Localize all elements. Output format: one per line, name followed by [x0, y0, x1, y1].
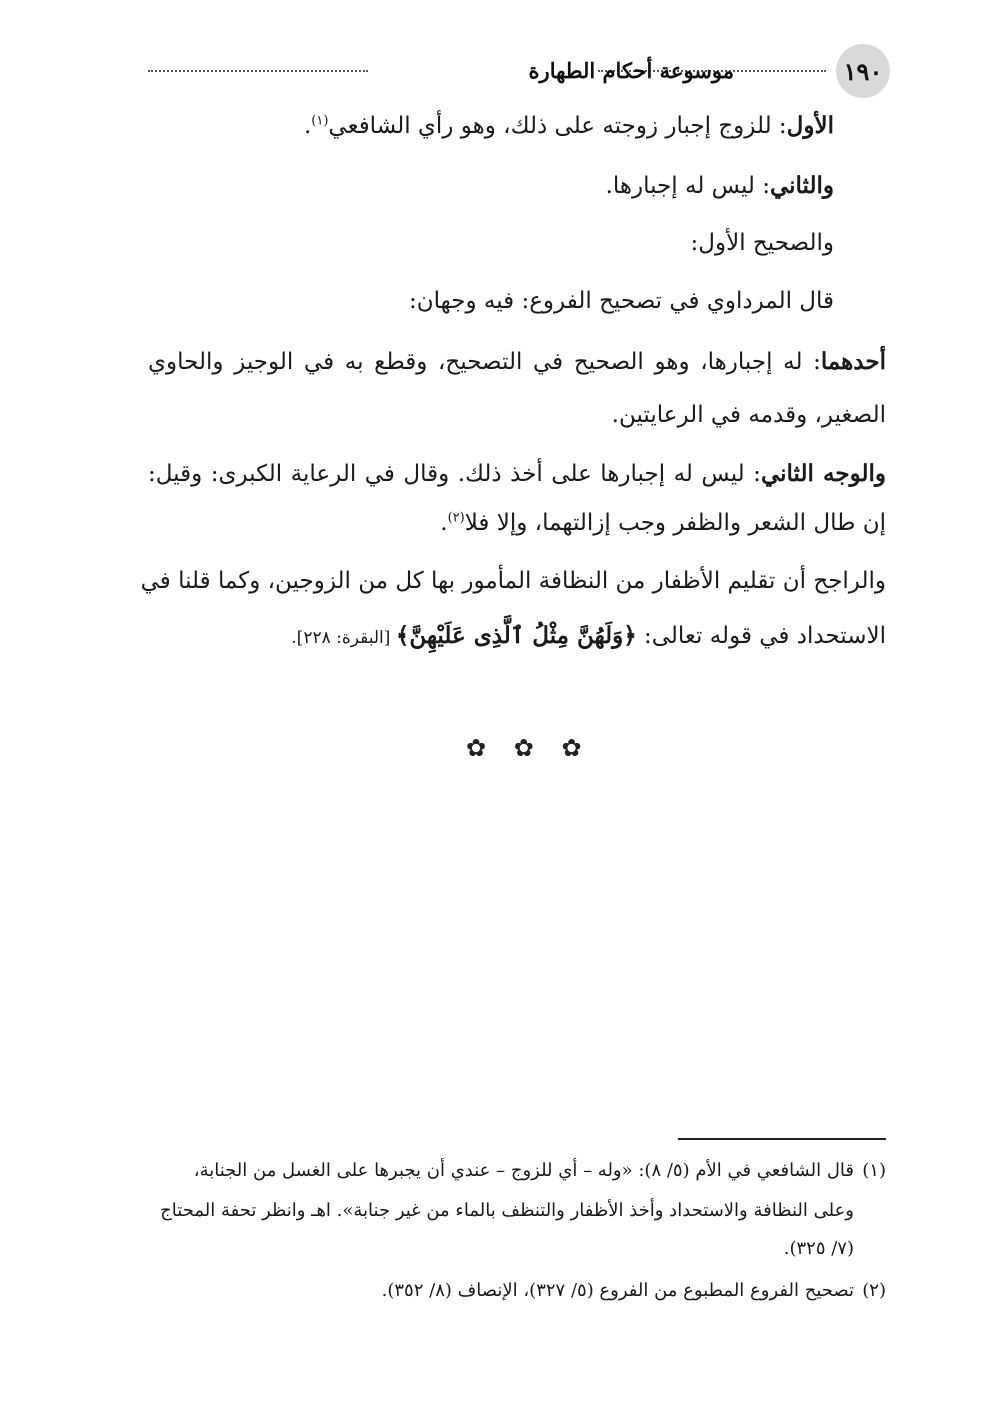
footnote-ref-1[interactable]: (١): [311, 113, 329, 129]
paragraph-second-opinion: [606, 172, 834, 201]
label-second: والثاني: [769, 172, 834, 199]
text-preferred-cont: الاستحداد في قوله تعالى:: [636, 623, 886, 649]
footnote-divider: [678, 1138, 886, 1140]
text-second-aspect-cont: إن طال الشعر والظفر وجب إزالتهما، وإلا فلا: [464, 510, 886, 536]
footnote-1-number: (١): [862, 1160, 886, 1181]
paragraph-first-opinion: [304, 112, 834, 141]
footnote-2-text: تصحيح الفروع المطبوع من الفروع (٥/ ٣٢٧)، الإنصاف (٨/ ٣٥٢).: [381, 1280, 854, 1301]
text-first: : للزوج إجبار زوجته على ذلك، وهو رأي الشافعي: [328, 113, 787, 139]
paragraph-correct-opinion: والصحيح الأول:: [690, 230, 834, 256]
paragraph-first-aspect-line2: الصغير، وقدمه في الرعايتين.: [611, 402, 886, 428]
paragraph-mardawi-quote: قال المرداوي في تصحيح الفروع: فيه وجهان:: [409, 288, 834, 314]
text-second-aspect: : ليس له إجبارها على أخذ ذلك. وقال في الرعاية الكبرى: وقيل:: [148, 461, 761, 487]
footnote-2-number: (٢): [862, 1280, 886, 1301]
running-header-title: موسوعة أحكام الطهارة: [528, 58, 734, 83]
header-dots-left: [148, 70, 368, 72]
paragraph-second-aspect-line2: [440, 510, 886, 538]
footnote-1-line3: (٧/ ٣٢٥).: [783, 1238, 854, 1259]
text-second: : ليس له إجبارها.: [605, 173, 770, 199]
footnote-1-text: قال الشافعي في الأم (٥/ ٨): «وله – أي للزوج – عندي أن يجبرها على الغسل من الجنابة،: [193, 1160, 854, 1181]
footnote-ref-2[interactable]: (٢): [447, 510, 465, 526]
quran-bracket-open: ﴿: [623, 622, 637, 649]
period: .: [303, 113, 312, 139]
footnote-2-line1: [382, 1280, 886, 1302]
footnote-1-line1: [194, 1160, 886, 1182]
label-second-aspect: والوجه الثاني: [760, 460, 886, 487]
quran-reference: [البقرة: ٢٢٨].: [291, 628, 396, 648]
paragraph-first-aspect-line1: [148, 348, 886, 377]
footnote-1-line2: وعلى النظافة والاستحداد وأخذ الأظفار والتنظف بالماء من غير جنابة». اهـ وانظر تحفة المحتاج: [160, 1200, 854, 1221]
period: .: [440, 510, 448, 536]
paragraph-preferred-line2: [291, 622, 886, 651]
paragraph-second-aspect-line1: [148, 460, 886, 489]
quran-verse: وَلَهُنَّ مِثْلُ ٱلَّذِى عَلَيْهِنَّ: [409, 622, 624, 649]
text-first-aspect: : له إجبارها، وهو الصحيح في التصحيح، وقطع به في الوجيز والحاوي: [148, 349, 821, 375]
paragraph-preferred-line1: والراجح أن تقليم الأظفار من النظافة المأمور بها كل من الزوجين، وكما قلنا في: [140, 568, 886, 594]
label-first-aspect: أحدهما: [820, 348, 886, 375]
label-first: الأول: [786, 112, 834, 139]
page-number: ١٩٠: [836, 44, 890, 98]
quran-bracket-close: ﴾: [395, 622, 410, 649]
section-separator-stars: ✿ ✿ ✿: [466, 734, 592, 762]
